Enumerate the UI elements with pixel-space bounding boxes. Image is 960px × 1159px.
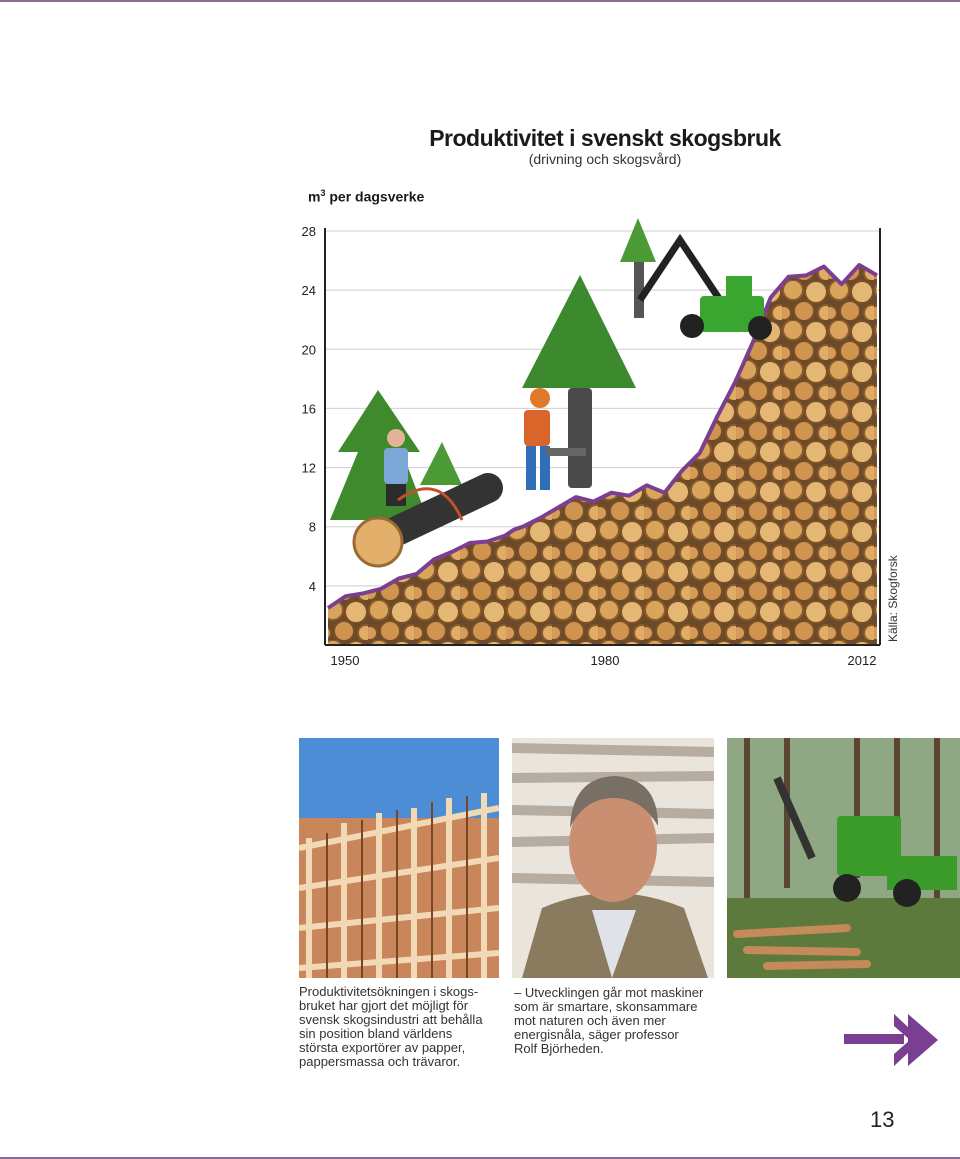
chart-title: Produktivitet i svenskt skogsbruk — [429, 125, 781, 151]
double-arrow-right-icon[interactable] — [842, 1012, 940, 1068]
y-axis-label-unit: m — [308, 188, 321, 205]
caption-left: Produktivitetsökningen i skogs- bruket har gjort det möjligt för svensk skogsindustri att behålla sin position bland världens största exportörer av papper, pappersmassa och trävaror. — [299, 984, 483, 1069]
y-axis-label-exponent: 3 — [320, 188, 326, 198]
y-tick-label: 24 — [301, 283, 316, 299]
y-tick-label: 12 — [301, 460, 316, 476]
y-tick-label: 4 — [308, 578, 316, 594]
y-tick-label: 16 — [301, 401, 316, 417]
x-tick-labels — [331, 653, 877, 668]
fir-tree-4 — [620, 218, 656, 318]
fir-tree-3 — [522, 275, 636, 488]
y-tick-label: 8 — [308, 519, 316, 535]
x-tick-label: 2012 — [847, 653, 877, 668]
fir-tree-2 — [420, 442, 462, 485]
y-axis-label-rest: per dagsverke — [325, 188, 425, 205]
chart-source: Källa: Skogforsk — [886, 555, 900, 642]
fir-tree-1 — [330, 390, 428, 520]
y-tick-labels — [302, 224, 316, 594]
x-tick-label: 1950 — [330, 653, 360, 668]
y-tick-label: 20 — [301, 342, 316, 358]
photo-wood-building — [299, 738, 499, 978]
photo-harvester — [727, 738, 960, 978]
caption-middle: – Utvecklingen går mot maskiner som är smartare, skonsammare mot naturen och även mer energisnåla, säger professor Rolf Björheden. — [514, 985, 704, 1056]
chart-subtitle: (drivning och skogsvård) — [528, 151, 682, 167]
x-tick-label: 1980 — [590, 653, 620, 668]
photo-professor — [512, 738, 714, 978]
y-tick-label: 28 — [301, 224, 316, 239]
page-number: 13 — [870, 1107, 895, 1132]
